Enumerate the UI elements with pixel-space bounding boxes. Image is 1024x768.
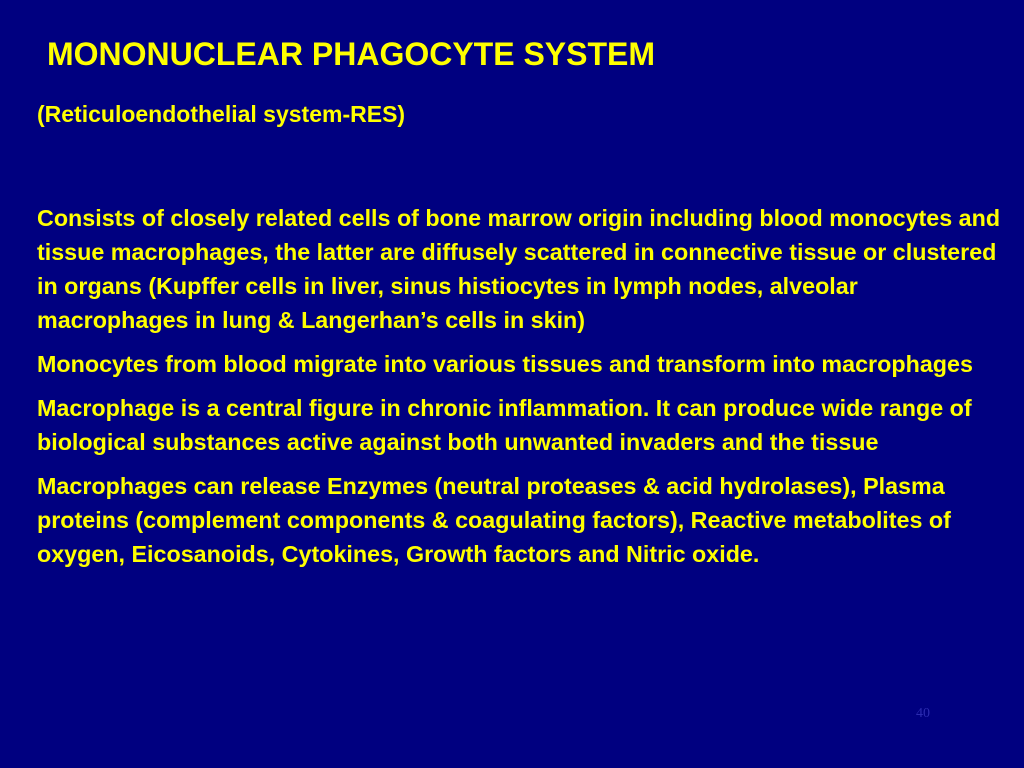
slide-body [37, 201, 1005, 581]
slide-title: MONONUCLEAR PHAGOCYTE SYSTEM [47, 36, 656, 72]
body-paragraph: Macrophages can release Enzymes (neutral proteases & acid hydrolases), Plasma proteins (complement components & coagulating factors), Reactive metabolites of oxygen, Eicosanoids, Cytokines, Growth factors and Nitric oxide. [37, 473, 951, 567]
page-number: 40 [916, 706, 930, 721]
slide-subtitle: (Reticuloendothelial system-RES) [37, 101, 406, 127]
body-paragraph: Macrophage is a central figure in chronic inflammation. It can produce wide range of biological substances active against both unwanted invaders and the tissue [37, 395, 972, 455]
body-paragraph: Consists of closely related cells of bone marrow origin including blood monocytes and tissue macrophages, the latter are diffusely scattered in connective tissue or clustered in organs (Kupffer cells in liver, sinus histiocytes in lymph nodes, alveolar macrophages in lung & Langerhan’s cells in skin) [37, 205, 1001, 333]
body-paragraph: Monocytes from blood migrate into various tissues and transform into macrophages [37, 351, 973, 377]
